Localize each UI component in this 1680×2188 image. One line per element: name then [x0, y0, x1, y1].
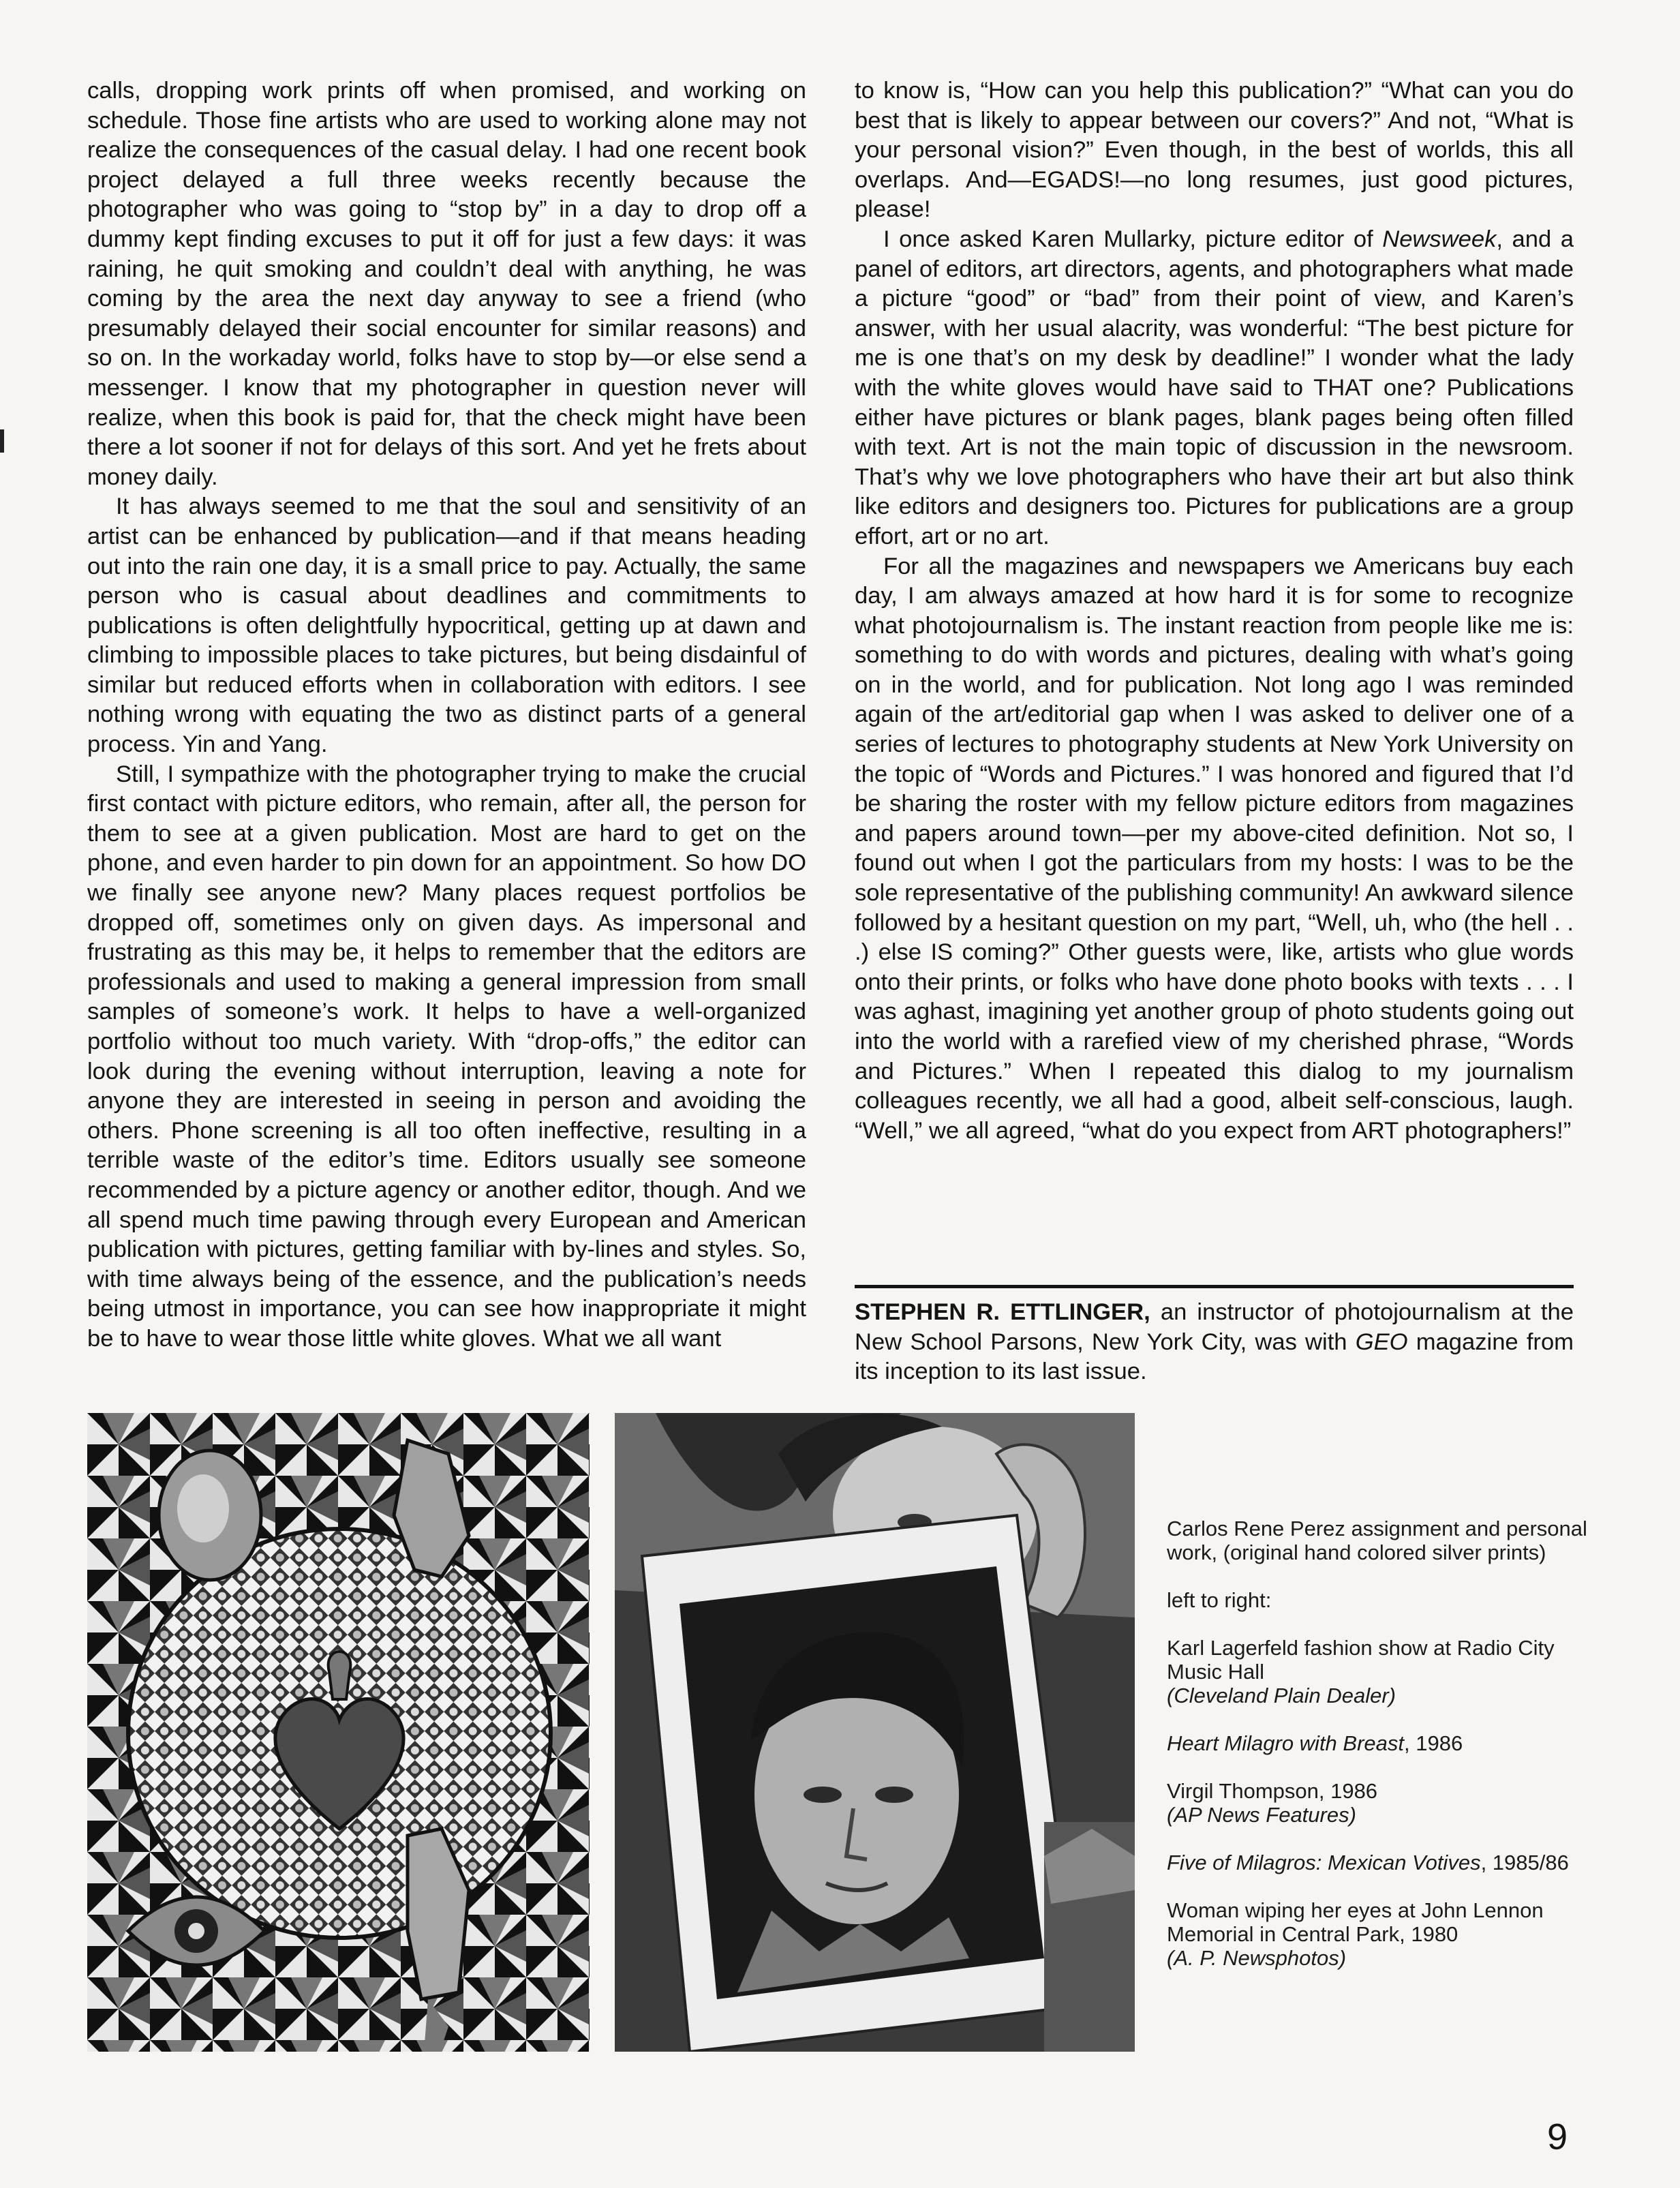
caption-year: , 1985/86	[1480, 1851, 1569, 1874]
paragraph-newsweek: I once asked Karen Mullarky, picture editor of Newsweek, and a panel of editors, art directors, agents, and photographers what made a picture “good” or “bad” from their point of view, and Karen’s answer, with her usual alacrity, was wonderful: “The best picture for me is one that’s on my desk by deadline!” I wonder what the lady with the white gloves would have said to THAT one? Publications either have pictures or blank pages, blank pages being often filled with text. Art is not the main topic of discussion in the newsroom. That’s why we love photographers who have their art but also think like editors and designers too. Pictures for publications are a group effort, art or no art.	[855, 226, 1574, 549]
caption-item	[1167, 1779, 1589, 1827]
paragraph: calls, dropping work prints off when promised, and working on schedule. Those fine artists who are used to working alone may not realize the consequences of the casual delay. I had one recent book project delayed a full three weeks recently because the photographer who was going to “stop by” in a day to drop off a dummy kept finding excuses to put it off for just a few days: it was raining, he quit smoking and couldn’t deal with anything, he was coming by the area the next day anyway to see a friend (who presumably delayed their social encounter for similar reasons) and so on. In the workaday world, folks have to stop by—or else send a messenger. I know that my photographer in question never will realize, when this book is paid for, that the check might have been there a lot sooner if not for delays of this sort. And yet he frets about money daily.	[87, 78, 806, 490]
caption-item	[1167, 1898, 1589, 1970]
paragraph: For all the magazines and newspapers we Americans buy each day, I am always amazed at how hard it is for some to recognize what photojournalism is. The instant reaction from people like me is: something to do with words and pictures, dealing with what’s going on in the world, and for publication. Not long ago I was reminded again of the art/editorial gap when I was asked to deliver one of a series of lectures to photography students at New York University on the topic of “Words and Pictures.” I was honored and figured that I’d be sharing the roster with my fellow picture editors from magazines and papers around town—per my above-cited definition. Not so, I found out when I got the particulars from my hosts: I was to be the sole representative of the publishing community! An awkward silence followed by a hesitant question on my part, “Well, uh, who (the hell . . .) else IS coming?” Other guests were, like, artists who glue words onto their prints, or folks who have done photo books with texts . . . I was aghast, imagining yet another group of photo students going out into the world with a rarefied view of my cherished phrase, “Words and Pictures.” When I repeated this dialog to my journalism colleagues recently, we all had a good, albeit self-conscious, laugh. “Well,” we all agreed, “what do you expect from ART photographers!”	[855, 553, 1574, 1144]
caption-year: , 1986	[1404, 1731, 1463, 1755]
paragraph: Still, I sympathize with the photographer trying to make the crucial first contact with picture editors, who remain, after all, the person for them to see at a given publication. Most are hard to get on the phone, and even harder to pin down for an appointment. So how DO we finally see anyone new? Many places request portfolios be dropped off, sometimes only on given days. As impersonal and frustrating as this may be, it helps to remember that the editors are professionals and used to making a general impression from small samples of someone’s work. It helps to have a well-organized portfolio without too much variety. With “drop-offs,” the editor can look during the evening without interruption, leaving a note for anyone they are interested in seeing in person and avoiding the others. Phone screening is all too often ineffective, resulting in a terrible waste of the editor’s time. Editors usually see someone recommended by a picture agency or another editor, though. And we all spend much time pawing through every European and American publication with pictures, getting familiar with by-lines and styles. So, with time always being of the essence, and the publication’s needs being utmost in importance, you can see how inappropriate it might be to have to wear those little white gloves. What we all want	[87, 761, 806, 1352]
caption-source: (A. P. Newsphotos)	[1167, 1946, 1347, 1970]
caption-item	[1167, 1851, 1589, 1874]
caption-title: Heart Milagro with Breast	[1167, 1731, 1405, 1755]
caption-title: Karl Lagerfeld fashion show at Radio City Music Hall	[1167, 1636, 1555, 1684]
caption-order: left to right:	[1167, 1588, 1272, 1612]
caption-source: (Cleveland Plain Dealer)	[1167, 1684, 1396, 1707]
bio-divider	[855, 1285, 1574, 1288]
lennon-memorial-photo-art	[615, 1413, 1135, 2052]
right-text-column	[855, 76, 1574, 1146]
author-name: STEPHEN R. ETTLINGER,	[855, 1299, 1150, 1325]
caption-title: Virgil Thompson, 1986	[1167, 1779, 1378, 1803]
caption-item	[1167, 1636, 1589, 1707]
scan-edge-mark	[0, 429, 4, 453]
left-text-column	[87, 76, 806, 1354]
caption-item	[1167, 1731, 1589, 1755]
caption-source: (AP News Features)	[1167, 1803, 1356, 1827]
paragraph: It has always seemed to me that the soul and sensitivity of an artist can be enhanced by publication—and if that means heading out into the rain one day, it is a small price to pay. Actually, the same person who is casual about deadlines and commitments to publications is often delightfully hypocritical, getting up at dawn and climbing to impossible places to take pictures, but being disdainful of similar but reduced efforts when in collaboration with editors. I see nothing wrong with equating the two as distinct parts of a general process. Yin and Yang.	[87, 493, 806, 758]
caption-intro: Carlos Rene Perez assignment and personal work, (original hand colored silver prints)	[1167, 1517, 1587, 1564]
paragraph: to know is, “How can you help this publication?” “What can you do best that is likely to appear between our covers?” And not, “What is your personal vision?” Even though, in the best of worlds, this all overlaps. And—EGADS!—no long resumes, just good pictures, please!	[855, 78, 1574, 223]
milagros-photo-art	[87, 1413, 590, 2052]
page-number: 9	[1547, 2116, 1568, 2157]
magazine-title: Newsweek	[1382, 226, 1497, 252]
bio-magazine: GEO	[1355, 1328, 1408, 1355]
bio-text-end: magazine from its inception to its last issue.	[855, 1328, 1574, 1385]
author-bio	[855, 1298, 1574, 1387]
lennon-memorial-photo	[615, 1413, 1135, 2052]
caption-title: Woman wiping her eyes at John Lennon Memorial in Central Park, 1980	[1167, 1898, 1544, 1946]
photo-captions	[1167, 1517, 1589, 1994]
caption-title: Five of Milagros: Mexican Votives	[1167, 1851, 1481, 1874]
bio-text: an instructor of photojournalism at the New School Parsons, New York City, was with	[855, 1299, 1574, 1355]
milagros-photo	[87, 1413, 590, 2052]
